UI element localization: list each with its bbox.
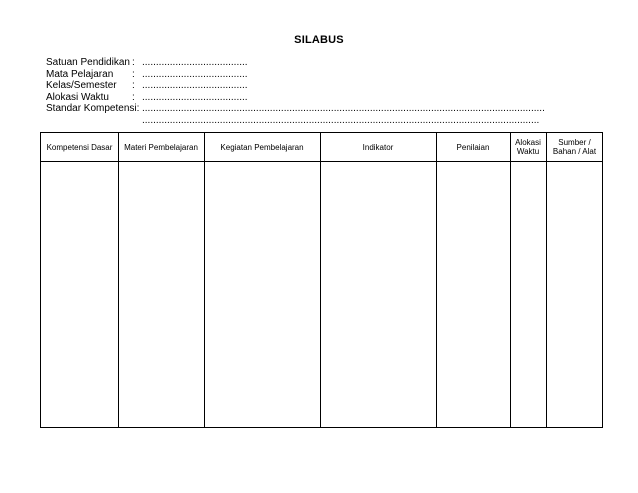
field-value: ......................................	[142, 68, 248, 80]
field-colon: :	[132, 91, 135, 103]
syllabus-table	[40, 132, 603, 428]
field-mata-pelajaran	[46, 69, 545, 81]
header-line: Bahan / Alat	[552, 147, 597, 156]
field-alokasi-waktu	[46, 92, 545, 104]
field-colon: :	[132, 57, 135, 68]
column-header-indikator: Indikator	[362, 142, 394, 152]
field-label: Kelas/Semester	[46, 80, 117, 92]
column-header-materi-pembelajaran: Materi Pembelajaran	[124, 142, 198, 152]
column-divider	[510, 133, 511, 427]
header-line: Alokasi	[515, 138, 541, 147]
field-label: Alokasi Waktu	[46, 91, 109, 103]
field-label: Standar Kompetensi:	[46, 103, 140, 115]
syllabus-info	[46, 57, 545, 127]
column-header-kegiatan-pembelajaran: Kegiatan Pembelajaran	[220, 142, 304, 152]
field-colon: :	[132, 80, 135, 92]
field-value: .................................................................................................................................................	[142, 103, 545, 115]
field-value-continuation: ...............................................................................................................................................	[142, 114, 540, 126]
field-standar-kompetensi	[46, 103, 545, 115]
header-divider	[41, 161, 602, 162]
column-divider	[320, 133, 321, 427]
column-header-alokasi-waktu	[510, 133, 546, 161]
column-divider	[546, 133, 547, 427]
field-satuan-pendidikan	[46, 57, 545, 69]
column-header-kompetensi-dasar: Kompetensi Dasar	[46, 142, 113, 152]
column-divider	[436, 133, 437, 427]
column-header-sumber-bahan-alat	[546, 133, 603, 161]
column-divider	[204, 133, 205, 427]
field-label: Mata Pelajaran	[46, 68, 114, 80]
field-value: ......................................	[142, 80, 248, 92]
field-value: ......................................	[142, 57, 248, 68]
document-title: SILABUS	[294, 34, 344, 46]
header-line: Sumber /	[558, 138, 591, 147]
field-kelas-semester	[46, 80, 545, 92]
column-header-penilaian: Penilaian	[456, 142, 490, 152]
column-divider	[118, 133, 119, 427]
header-line: Waktu	[516, 147, 540, 156]
field-label: Satuan Pendidikan	[46, 57, 130, 68]
field-colon: :	[132, 68, 135, 80]
field-value: ......................................	[142, 91, 248, 103]
